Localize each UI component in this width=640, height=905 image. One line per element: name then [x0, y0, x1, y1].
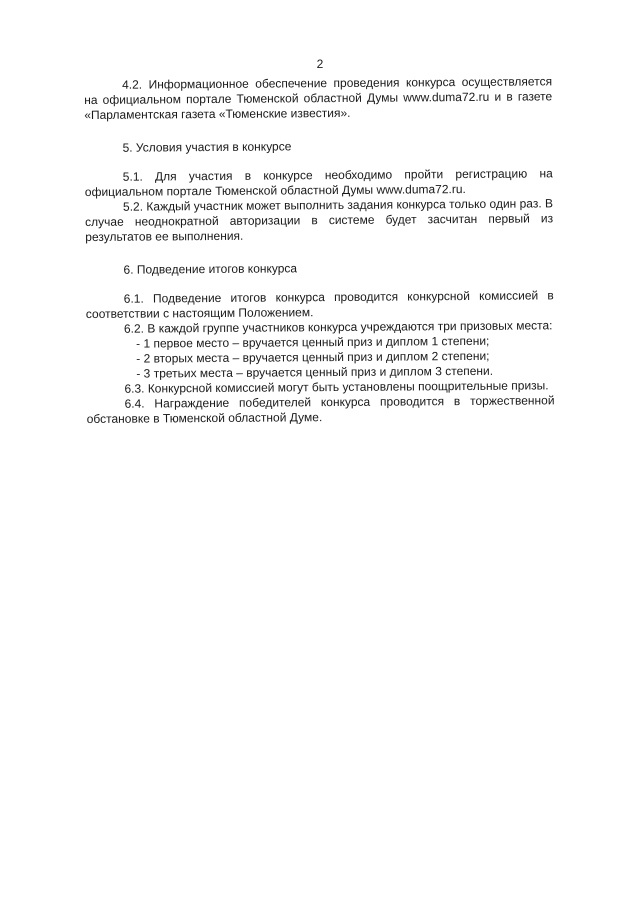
prize-list-item: - 3 третьих места – вручается ценный приз и диплом 3 степени.	[136, 363, 494, 381]
section-heading-5: 5. Условия участия в конкурсе	[122, 139, 292, 155]
prize-list-item: - 1 первое место – вручается ценный приз и диплом 1 степени;	[136, 333, 490, 351]
document-body	[84, 74, 555, 427]
paragraph-6-2: 6.2. В каждой группе участников конкурса учреждаются три призовых места:	[123, 318, 553, 336]
page-number: 2	[316, 57, 324, 71]
paragraph-6-3: 6.3. Конкурсной комиссией могут быть установлены поощрительные призы.	[124, 378, 549, 396]
paragraph-5-2: 5.2. Каждый участник может выполнить задания конкурса только один раз. В случае неоднократной авторизации в системе будет засчитан первый из результатов ее выполнения.	[85, 196, 554, 244]
prize-list-item: - 2 вторых места – вручается ценный приз и диплом 2 степени;	[136, 348, 490, 366]
section-heading-6: 6. Подведение итогов конкурса	[123, 261, 298, 277]
paragraph-4-2: 4.2. Информационное обеспечение проведения конкурса осуществляется на официальном портале Тюменской областной Думы www.duma72.ru и в газете «Парламентская газета «Тюменские известия».	[84, 74, 553, 122]
paragraph-5-1: 5.1. Для участия в конкурсе необходимо пройти регистрацию на официальном портале Тюменской областной Думы www.duma72.ru.	[84, 166, 553, 199]
paragraph-6-4: 6.4. Награждение победителей конкурса проводится в торжественной обстановке в Тюменской областной Думе.	[86, 393, 555, 426]
paragraph-6-1: 6.1. Подведение итогов конкурса проводится конкурсной комиссией в соответствии с настоящим Положением.	[85, 288, 554, 321]
